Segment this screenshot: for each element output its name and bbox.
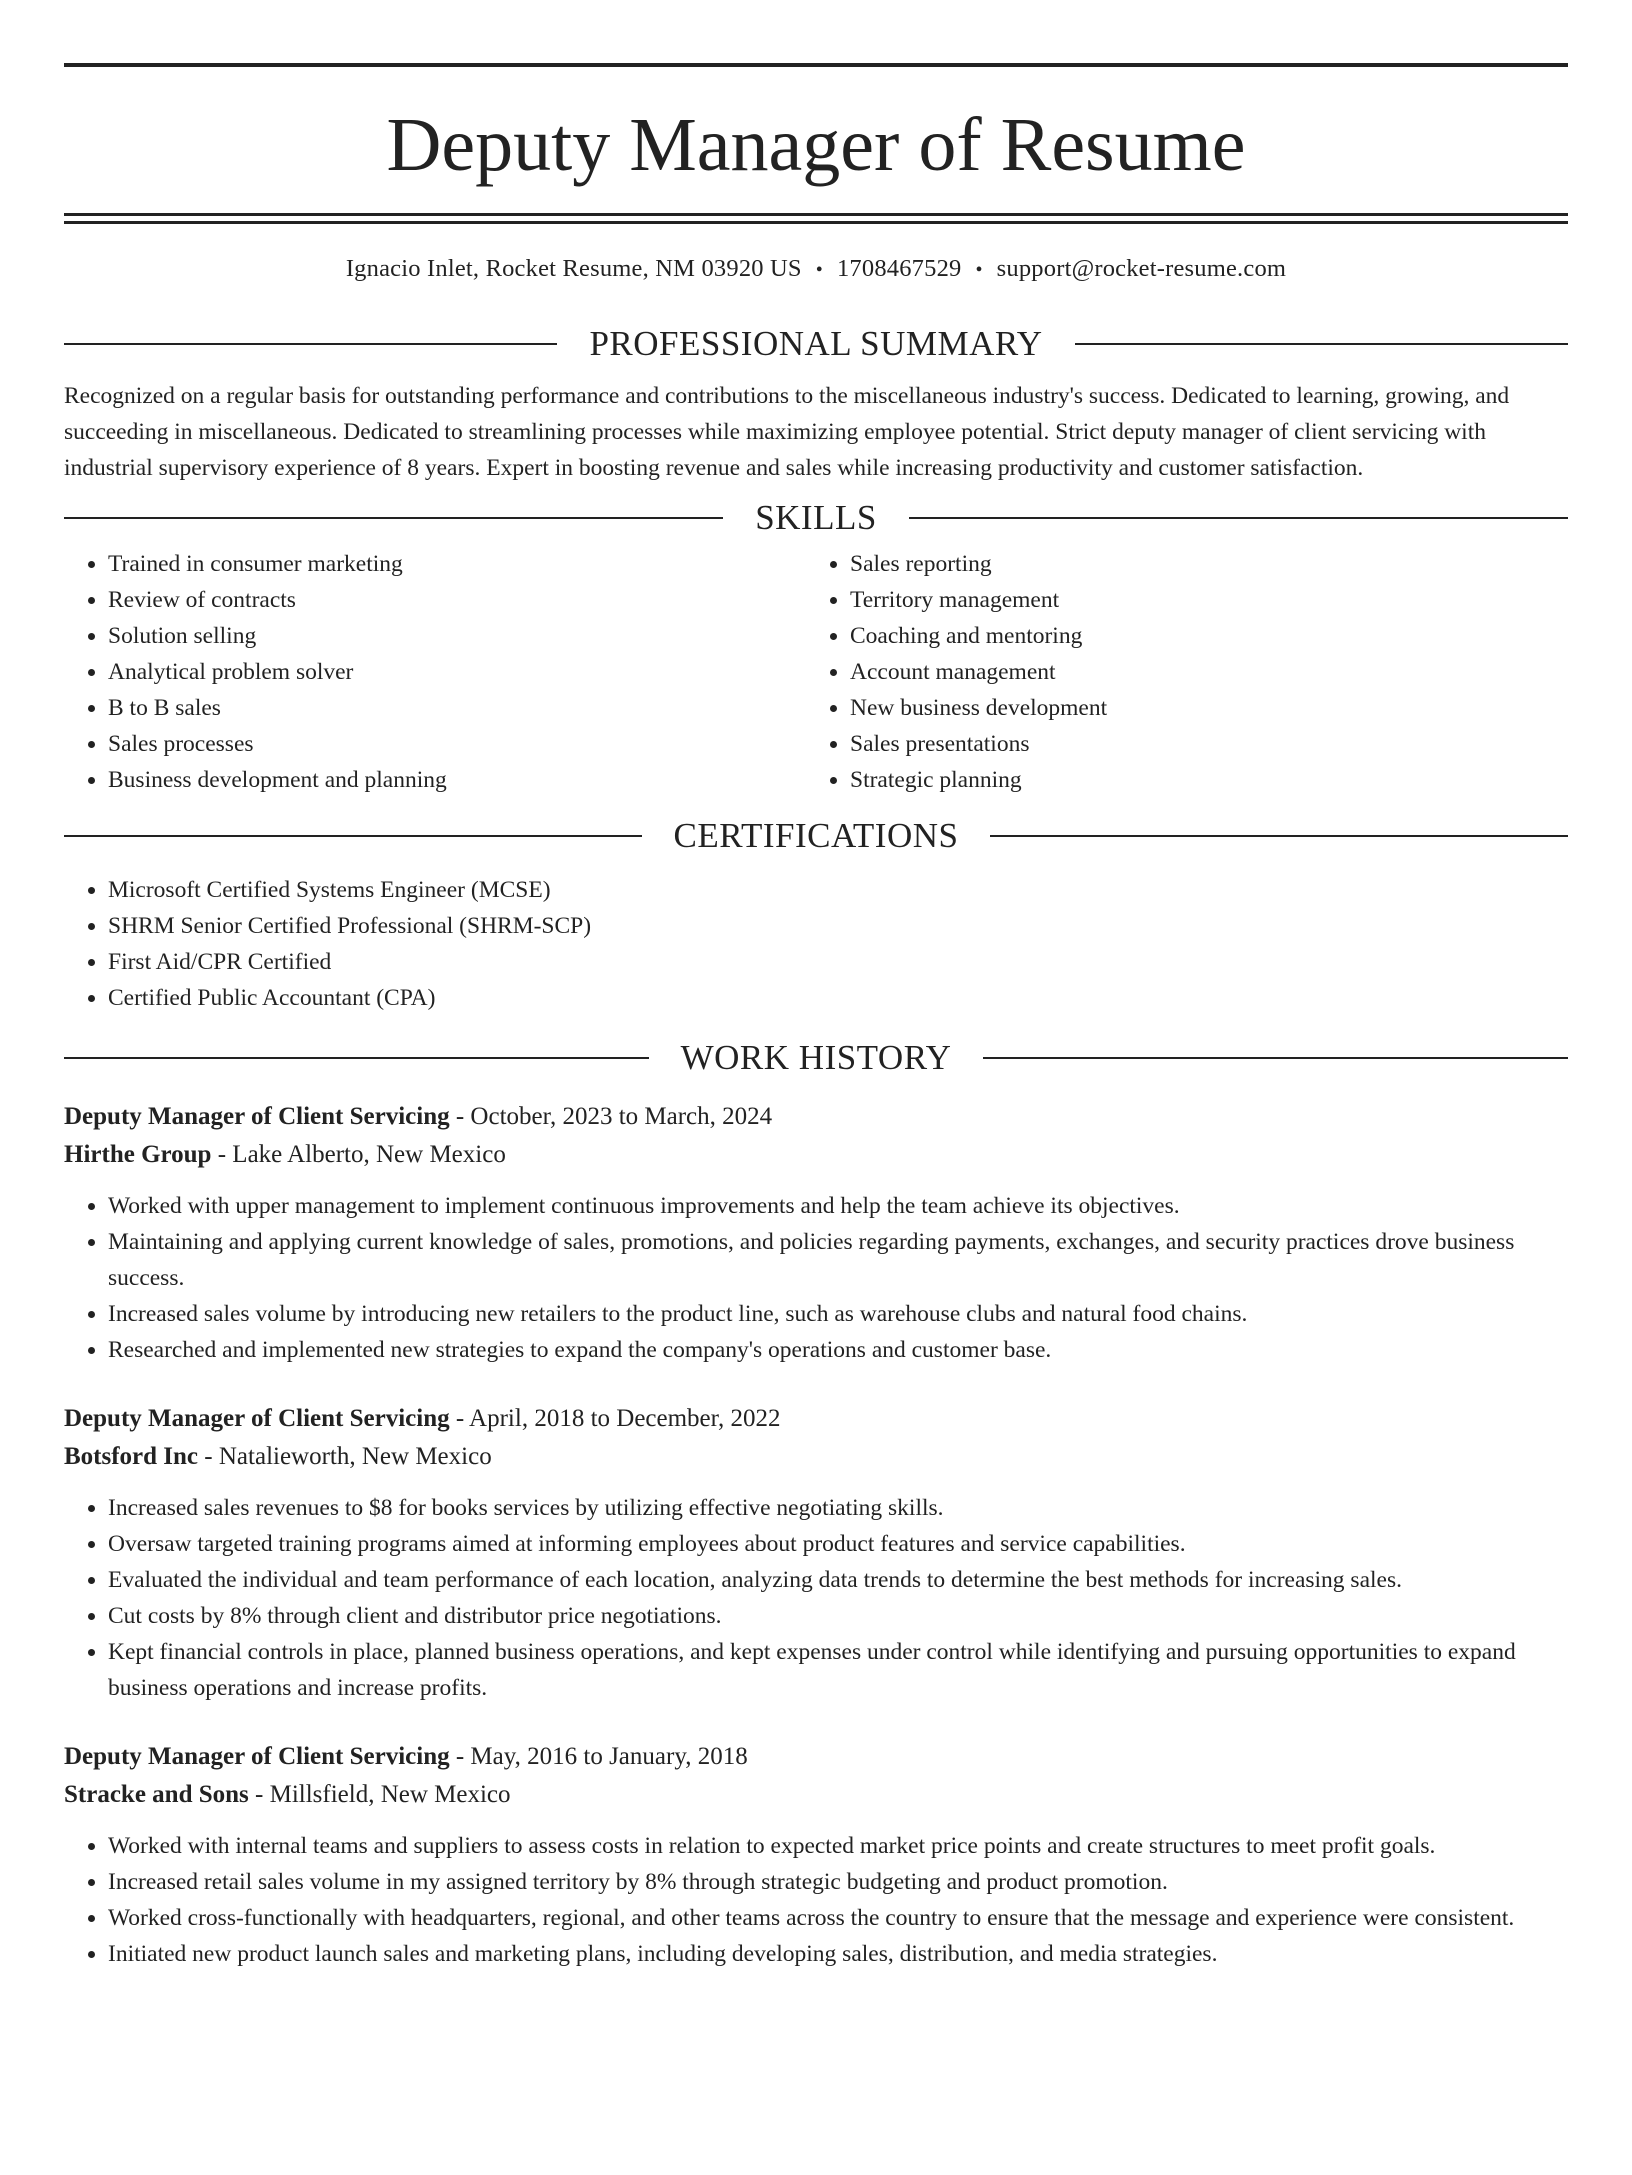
skill-item: • Sales presentations bbox=[850, 726, 1548, 762]
job-company-line bbox=[64, 1136, 1568, 1174]
job-bullets bbox=[64, 1828, 1568, 1972]
resume-name: Deputy Manager of Resume bbox=[386, 103, 1246, 187]
job-bullet: • Worked cross-functionally with headquarters, regional, and other teams across the country to ensure that the message and experience were consistent. bbox=[108, 1900, 1568, 1936]
section-rule-right bbox=[983, 1057, 1568, 1059]
job-company: Hirthe Group bbox=[64, 1141, 212, 1168]
job-bullet: • Researched and implemented new strategies to expand the company's operations and customer base. bbox=[108, 1332, 1568, 1368]
job-title-line bbox=[64, 1400, 1568, 1438]
certification-item: • Microsoft Certified Systems Engineer (MCSE) bbox=[108, 872, 1568, 908]
header-double-rule bbox=[64, 213, 1568, 224]
section-rule-right bbox=[909, 517, 1568, 519]
skill-item: • Strategic planning bbox=[850, 762, 1548, 798]
skills-column-right bbox=[806, 546, 1548, 798]
contact-address: Ignacio Inlet, Rocket Resume, NM 03920 US bbox=[345, 255, 802, 282]
skill-item: • Territory management bbox=[850, 582, 1548, 618]
job-dates: - May, 2016 to January, 2018 bbox=[449, 1743, 748, 1770]
skill-item: • Solution selling bbox=[108, 618, 806, 654]
job-location: - Lake Alberto, New Mexico bbox=[211, 1141, 506, 1168]
summary-text: Recognized on a regular basis for outstanding performance and contributions to the miscellaneous industry's success. Dedicated to learning, growing, and succeeding in miscellaneous. Dedicated to streamlining processes while maximizing employee potential. Strict deputy manager of client servicing with industrial supervisory experience of 8 years. Expert in boosting revenue and sales while increasing productivity and customer satisfaction. bbox=[64, 383, 1510, 481]
section-rule-right bbox=[990, 835, 1568, 837]
skills-section-title: SKILLS bbox=[755, 498, 877, 537]
certifications-section-title: CERTIFICATIONS bbox=[673, 816, 959, 855]
job-company: Botsford Inc bbox=[64, 1443, 199, 1470]
job-title: Deputy Manager of Client Servicing bbox=[64, 1103, 450, 1130]
job-title: Deputy Manager of Client Servicing bbox=[64, 1743, 450, 1770]
work-history-section-title: WORK HISTORY bbox=[680, 1038, 952, 1077]
job-bullet: • Kept financial controls in place, planned business operations, and kept expenses under control while identifying and pursuing opportunities to expand business operations and increase profits. bbox=[108, 1634, 1568, 1706]
skills-section-header bbox=[64, 496, 1568, 540]
certification-item: • First Aid/CPR Certified bbox=[108, 944, 1568, 980]
resume-page bbox=[0, 63, 1632, 2175]
job-bullet: • Evaluated the individual and team performance of each location, analyzing data trends to determine the best methods for increasing sales. bbox=[108, 1562, 1568, 1598]
job-location: - Natalieworth, New Mexico bbox=[198, 1443, 492, 1470]
skill-item: • B to B sales bbox=[108, 690, 806, 726]
skill-item: • Analytical problem solver bbox=[108, 654, 806, 690]
certification-item: • Certified Public Accountant (CPA) bbox=[108, 980, 1568, 1016]
job-bullet: • Increased retail sales volume in my assigned territory by 8% through strategic budgeting and product promotion. bbox=[108, 1864, 1568, 1900]
job-bullet: • Cut costs by 8% through client and distributor price negotiations. bbox=[108, 1598, 1568, 1634]
section-rule-right bbox=[1075, 343, 1568, 345]
job-entry bbox=[64, 1738, 1568, 1972]
section-rule-left bbox=[64, 343, 557, 345]
job-bullet: • Maintaining and applying current knowledge of sales, promotions, and policies regarding payments, exchanges, and security practices drove business success. bbox=[108, 1224, 1568, 1296]
job-bullet: • Increased sales volume by introducing new retailers to the product line, such as warehouse clubs and natural food chains. bbox=[108, 1296, 1568, 1332]
skill-item: • Trained in consumer marketing bbox=[108, 546, 806, 582]
section-rule-left bbox=[64, 835, 642, 837]
skill-item: • Coaching and mentoring bbox=[850, 618, 1548, 654]
skill-item: • Business development and planning bbox=[108, 762, 806, 798]
job-bullet: • Oversaw targeted training programs aimed at informing employees about product features and service capabilities. bbox=[108, 1526, 1568, 1562]
job-bullets bbox=[64, 1188, 1568, 1368]
job-dates: - April, 2018 to December, 2022 bbox=[449, 1405, 781, 1432]
skill-item: • New business development bbox=[850, 690, 1548, 726]
contact-line bbox=[64, 254, 1568, 284]
summary-section-header bbox=[64, 322, 1568, 366]
contact-phone: 1708467529 bbox=[836, 255, 962, 282]
certifications-section-header bbox=[64, 814, 1568, 858]
section-rule-left bbox=[64, 517, 723, 519]
job-title-line bbox=[64, 1738, 1568, 1776]
contact-email: support@rocket-resume.com bbox=[996, 255, 1287, 282]
skill-item: • Review of contracts bbox=[108, 582, 806, 618]
job-bullet: • Initiated new product launch sales and marketing plans, including developing sales, distribution, and media strategies. bbox=[108, 1936, 1568, 1972]
job-company-line bbox=[64, 1438, 1568, 1476]
summary-section-title: PROFESSIONAL SUMMARY bbox=[589, 324, 1043, 363]
certification-item: • SHRM Senior Certified Professional (SHRM-SCP) bbox=[108, 908, 1568, 944]
skills-column-left bbox=[64, 546, 806, 798]
job-bullet: • Worked with upper management to implement continuous improvements and help the team achieve its objectives. bbox=[108, 1188, 1568, 1224]
skill-item: • Sales processes bbox=[108, 726, 806, 762]
skills-columns bbox=[64, 546, 1568, 798]
work-history-section-header bbox=[64, 1036, 1568, 1080]
skill-item: • Account management bbox=[850, 654, 1548, 690]
job-bullet: • Increased sales revenues to $8 for books services by utilizing effective negotiating skills. bbox=[108, 1490, 1568, 1526]
job-title-line bbox=[64, 1098, 1568, 1136]
job-bullet: • Worked with internal teams and suppliers to assess costs in relation to expected market price points and create structures to meet profit goals. bbox=[108, 1828, 1568, 1864]
section-rule-left bbox=[64, 1057, 649, 1059]
top-rule bbox=[64, 63, 1568, 67]
job-company: Stracke and Sons bbox=[64, 1781, 249, 1808]
skill-item: • Sales reporting bbox=[850, 546, 1548, 582]
job-title: Deputy Manager of Client Servicing bbox=[64, 1405, 450, 1432]
contact-separator: • bbox=[815, 259, 823, 281]
job-company-line bbox=[64, 1776, 1568, 1814]
job-entry bbox=[64, 1098, 1568, 1368]
contact-separator: • bbox=[975, 259, 983, 281]
job-entry bbox=[64, 1400, 1568, 1706]
job-dates: - October, 2023 to March, 2024 bbox=[449, 1103, 773, 1130]
job-location: - Millsfield, New Mexico bbox=[248, 1781, 511, 1808]
job-bullets bbox=[64, 1490, 1568, 1706]
certifications-list bbox=[64, 872, 1568, 1016]
